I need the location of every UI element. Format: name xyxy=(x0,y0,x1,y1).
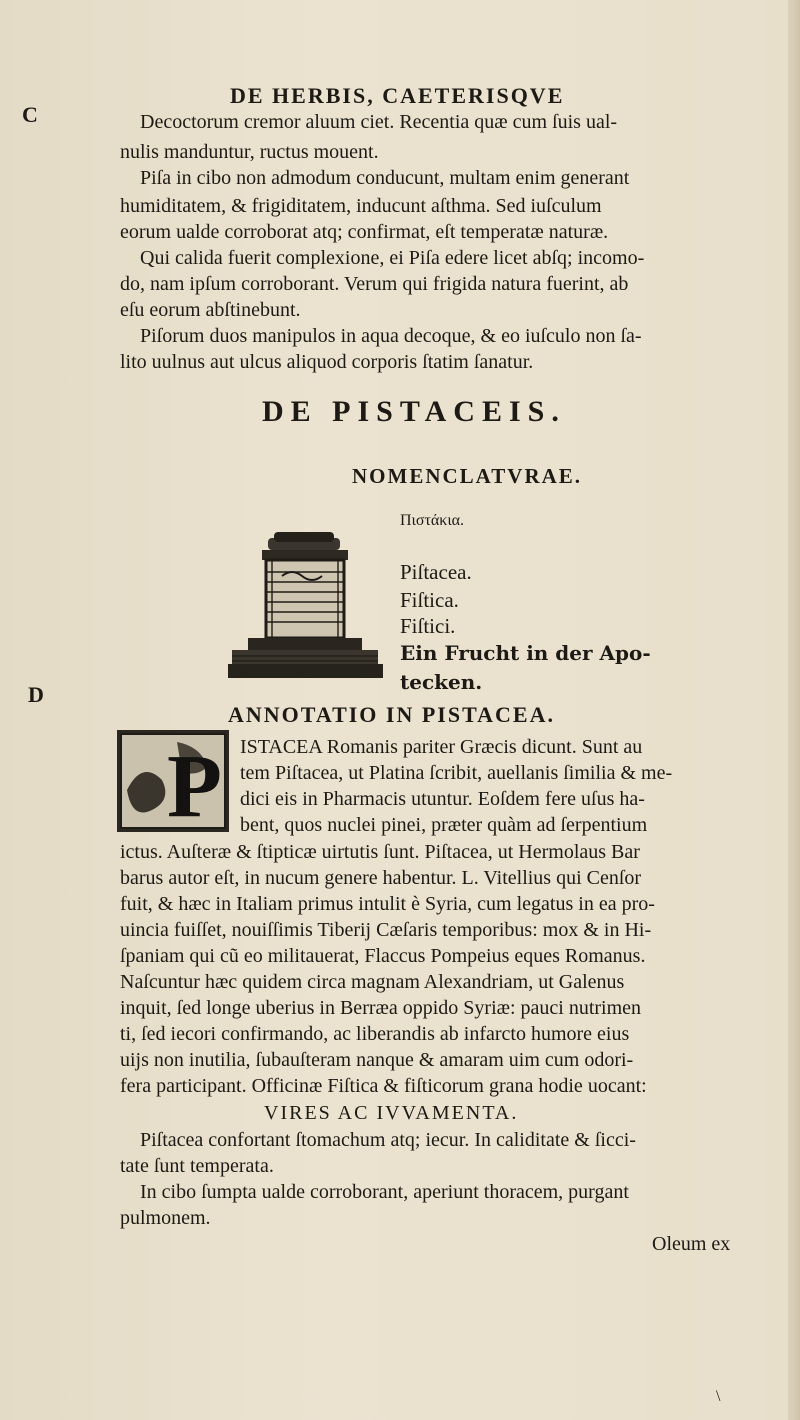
text-line: ti, ſed iecori confirmando, ac liberandis ab infarcto humore eius xyxy=(120,1023,630,1045)
text-line: Decoctorum cremor aluum ciet. Recentia quæ cum ſuis ual- xyxy=(140,111,618,133)
name-latin: Fiſtica. xyxy=(400,588,459,612)
text-line: ſpaniam qui cũ eo militauerat, Flaccus Pompeius eques Romanus. xyxy=(120,945,646,967)
text-line: nulis manduntur, ructus mouent. xyxy=(120,141,379,163)
name-german: Ein Frucht in der Apo- xyxy=(400,641,651,665)
text-line: lito uulnus aut ulcus aliquod corporis ſtatim ſanatur. xyxy=(120,351,534,373)
text-line: humiditatem, & frigiditatem, inducunt aſthma. Sed iuſculum xyxy=(120,195,602,217)
vires-title: VIRES AC IVVAMENTA. xyxy=(264,1102,519,1124)
name-greek: Πιστάκια. xyxy=(400,512,465,529)
running-head: DE HERBIS, CAETERISQVE xyxy=(230,83,565,108)
text-line: fuit, & hæc in Italiam primus intulit è Syria, cum legatus in ea pro- xyxy=(120,893,655,915)
text-line: Piſtacea confortant ſtomachum atq; iecur. In caliditate & ſicci- xyxy=(140,1129,636,1151)
text-line: tem Piſtacea, ut Platina ſcribit, auellanis ſimilia & me- xyxy=(240,762,673,784)
name-latin: Piſtacea. xyxy=(400,560,472,584)
catchword: Oleum ex xyxy=(652,1233,731,1255)
jar-woodcut-illustration xyxy=(228,532,383,682)
text-line: Piſa in cibo non admodum conducunt, multam enim generant xyxy=(140,167,630,189)
text-line: Piſorum duos manipulos in aqua decoque, & eo iuſculo non ſa- xyxy=(140,325,642,347)
text-line: ictus. Auſteræ & ſtipticæ uirtutis ſunt. Piſtacea, ut Hermolaus Bar xyxy=(120,841,640,863)
name-german: tecken. xyxy=(400,670,483,694)
svg-text:P: P xyxy=(167,737,222,832)
text-line: In cibo ſumpta ualde corroborant, aperiunt thoracem, purgant xyxy=(140,1181,629,1203)
name-latin: Fiſtici. xyxy=(400,614,456,638)
text-line: eſu eorum abſtinebunt. xyxy=(120,299,301,321)
text-line: tate ſunt temperata. xyxy=(120,1155,274,1177)
text-line: do, nam ipſum corroborant. Verum qui frigida natura fuerint, ab xyxy=(120,273,629,295)
text-line: barus autor eſt, in nucum genere habentur. L. Vitellius qui Cenſor xyxy=(120,867,642,889)
text-line: inquit, ſed longe uberius in Berræa oppido Syriæ: pauci nutrimen xyxy=(120,997,642,1019)
page-fold-shadow xyxy=(788,0,800,1420)
text-line: Qui calida fuerit complexione, ei Piſa edere licet abſq; incomo- xyxy=(140,247,645,269)
text-line: bent, quos nuclei pinei, præter quàm ad ſerpentium xyxy=(240,814,648,836)
margin-letter-c: C xyxy=(22,102,38,127)
text-line: uincia fuiſſet, nouiſſimis Tiberij Cæſaris temporibus: mox & in Hi- xyxy=(120,919,652,941)
nomenclature-title: NOMENCLATVRAE. xyxy=(352,464,583,488)
section-title: DE PISTACEIS. xyxy=(262,395,566,428)
annotation-title: ANNOTATIO IN PISTACEA. xyxy=(228,702,555,727)
text-line: ISTACEA Romanis pariter Græcis dicunt. Sunt au xyxy=(240,736,643,758)
margin-letter-d: D xyxy=(28,682,44,707)
text-line: Naſcuntur hæc quidem circa magnam Alexandriam, ut Galenus xyxy=(120,971,625,993)
text-line: pulmonem. xyxy=(120,1207,211,1229)
text-line: eorum ualde corroborat atq; confirmat, eſt temperatæ naturæ. xyxy=(120,221,609,243)
decorated-initial-p xyxy=(117,730,229,832)
text-line: dici eis in Pharmacis utuntur. Eoſdem fere uſus ha- xyxy=(240,788,645,810)
signature-mark: \ xyxy=(716,1388,721,1405)
text-line: fera participant. Officinæ Fiſtica & fiſticorum grana hodie uocant: xyxy=(120,1075,647,1097)
text-line: uijs non inutilia, ſubauſteram nanque & amaram uim cum odori- xyxy=(120,1049,634,1071)
